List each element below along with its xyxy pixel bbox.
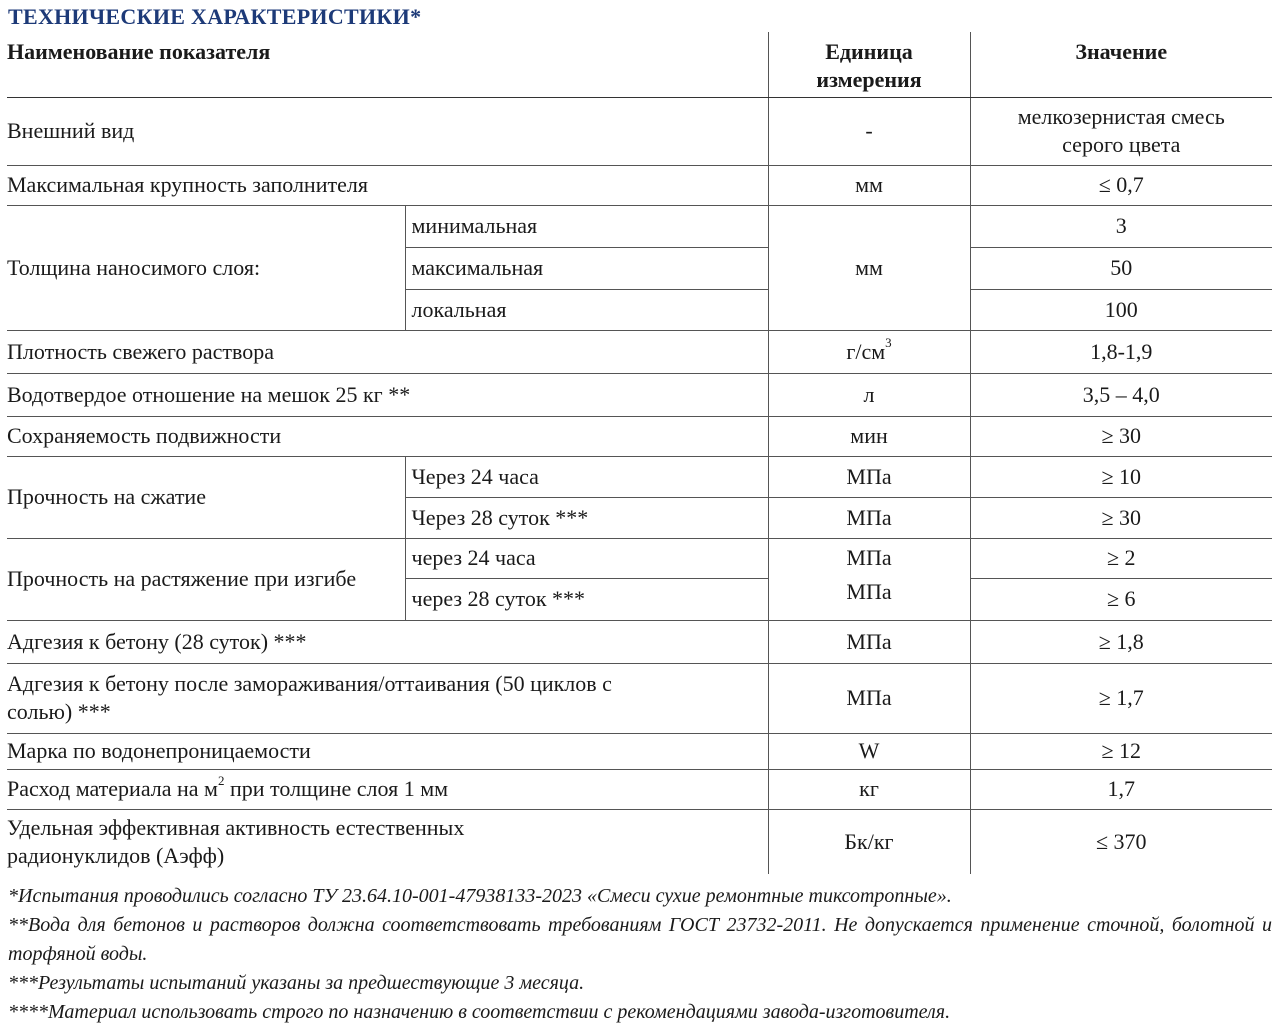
header-unit-line2: измерения — [816, 67, 922, 92]
row-adhesion-freeze-name-line2: солью) *** — [7, 699, 111, 724]
row-mobility-unit: мин — [768, 416, 970, 456]
row-adhesion-value: ≥ 1,8 — [970, 620, 1272, 663]
row-appearance-value-line1: мелкозернистая смесь — [1017, 104, 1225, 129]
row-appearance-value-line2: серого цвета — [1062, 132, 1181, 157]
row-adhesion-unit: МПа — [768, 620, 970, 663]
row-bending-24h-label: через 24 часа — [405, 538, 768, 578]
row-radio-value: ≤ 370 — [970, 809, 1272, 874]
row-thickness-min-label: минимальная — [405, 205, 768, 247]
row-bending-name: Прочность на растяжение при изгибе — [7, 538, 405, 620]
row-consumption-name-post: при толщине слоя 1 мм — [224, 776, 449, 801]
row-water-mark-unit: W — [768, 733, 970, 769]
row-max-size-value: ≤ 0,7 — [970, 165, 1272, 205]
row-adhesion-freeze-value: ≥ 1,7 — [970, 663, 1272, 733]
row-compression-28d-value: ≥ 30 — [970, 497, 1272, 538]
row-max-size-unit: мм — [768, 165, 970, 205]
row-water-mark-name: Марка по водонепроницаемости — [7, 733, 768, 769]
header-unit — [768, 32, 970, 97]
page-title: ТЕХНИЧЕСКИЕ ХАРАКТЕРИСТИКИ* — [8, 4, 422, 29]
row-thickness-unit: мм — [768, 205, 970, 330]
row-bending-24h-unit: МПа — [768, 538, 970, 578]
table-row — [7, 97, 1272, 165]
row-density-value: 1,8-1,9 — [970, 330, 1272, 373]
table-row — [7, 456, 1272, 497]
spec-table — [7, 32, 1272, 874]
row-density-unit-sup: 3 — [885, 335, 892, 351]
row-thickness-local-label: локальная — [405, 289, 768, 330]
row-bending-28d-value: ≥ 6 — [970, 578, 1272, 620]
header-value: Значение — [970, 32, 1272, 97]
row-max-size-name: Максимальная крупность заполнителя — [7, 165, 768, 205]
row-adhesion-freeze-name — [7, 663, 768, 733]
footnote-2: **Вода для бетонов и растворов должна соответствовать требованиям ГОСТ 23732-2011. Не допускается применение сточной, болотной и торфяной воды. — [8, 914, 1272, 965]
row-appearance-name: Внешний вид — [7, 97, 768, 165]
row-consumption-name-pre: Расход материала на м — [7, 776, 218, 801]
row-thickness-max-value: 50 — [970, 247, 1272, 289]
row-compression-24h-unit: МПа — [768, 456, 970, 497]
row-density-unit — [768, 330, 970, 373]
row-water-ratio-name: Водотвердое отношение на мешок 25 кг ** — [7, 373, 768, 416]
footnotes — [8, 882, 1272, 1027]
row-thickness-local-value: 100 — [970, 289, 1272, 330]
header-name: Наименование показателя — [7, 32, 768, 97]
row-density-name: Плотность свежего раствора — [7, 330, 768, 373]
row-bending-28d-label: через 28 суток *** — [405, 578, 768, 620]
table-row — [7, 733, 1272, 769]
footnote-4: ****Материал использовать строго по назначению в соответствии с рекомендациями завода-изготовителя. — [8, 1001, 951, 1023]
row-bending-28d-unit: МПа — [768, 578, 970, 620]
row-adhesion-name: Адгезия к бетону (28 суток) *** — [7, 620, 768, 663]
row-appearance-value — [970, 97, 1272, 165]
row-adhesion-freeze-name-line1: Адгезия к бетону после замораживания/оттаивания (50 циклов с — [7, 671, 612, 696]
row-compression-name: Прочность на сжатие — [7, 456, 405, 538]
row-mobility-name: Сохраняемость подвижности — [7, 416, 768, 456]
row-compression-28d-unit: МПа — [768, 497, 970, 538]
row-consumption-unit: кг — [768, 769, 970, 809]
table-row — [7, 416, 1272, 456]
row-thickness-max-label: максимальная — [405, 247, 768, 289]
table-row — [7, 373, 1272, 416]
row-radio-name — [7, 809, 768, 874]
row-radio-name-line1: Удельная эффективная активность естественных — [7, 814, 465, 840]
table-row — [7, 165, 1272, 205]
row-radio-name-line2: радионуклидов (Аэфф) — [7, 842, 225, 868]
table-row — [7, 330, 1272, 373]
row-water-mark-value: ≥ 12 — [970, 733, 1272, 769]
table-header-row — [7, 32, 1272, 97]
row-compression-24h-value: ≥ 10 — [970, 456, 1272, 497]
table-row — [7, 809, 1272, 874]
row-radio-unit: Бк/кг — [768, 809, 970, 874]
table-row — [7, 663, 1272, 733]
row-density-unit-text: г/см — [846, 338, 886, 364]
row-compression-24h-label: Через 24 часа — [405, 456, 768, 497]
table-row — [7, 769, 1272, 809]
table-row — [7, 538, 1272, 578]
footnote-1: *Испытания проводились согласно ТУ 23.64.10-001-47938133-2023 «Смеси сухие ремонтные тиксотропные». — [8, 885, 952, 907]
row-mobility-value: ≥ 30 — [970, 416, 1272, 456]
row-thickness-name: Толщина наносимого слоя: — [7, 205, 405, 330]
row-thickness-min-value: 3 — [970, 205, 1272, 247]
table-row — [7, 620, 1272, 663]
table-row — [7, 205, 1272, 247]
row-water-ratio-unit: л — [768, 373, 970, 416]
header-unit-line1: Единица — [825, 39, 913, 64]
row-adhesion-freeze-unit: МПа — [768, 663, 970, 733]
row-water-ratio-value: 3,5 – 4,0 — [970, 373, 1272, 416]
row-appearance-unit: - — [768, 97, 970, 165]
footnote-3: ***Результаты испытаний указаны за предшествующие 3 месяца. — [8, 972, 585, 994]
row-consumption-value: 1,7 — [970, 769, 1272, 809]
row-consumption-name — [7, 769, 768, 809]
row-consumption-name-sup: 2 — [217, 772, 225, 788]
row-compression-28d-label: Через 28 суток *** — [405, 497, 768, 538]
row-bending-24h-value: ≥ 2 — [970, 538, 1272, 578]
